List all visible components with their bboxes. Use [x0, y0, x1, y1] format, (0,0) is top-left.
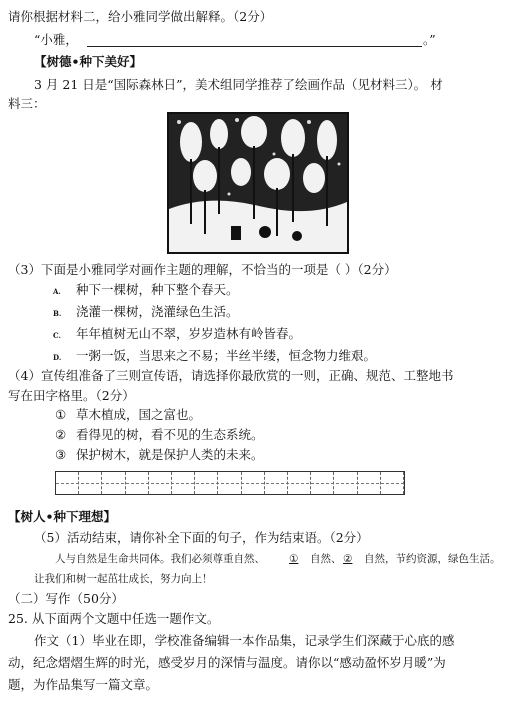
q4-item-3-num: ③: [55, 447, 67, 462]
q3-option-c-text: 年年植树无山不翠，岁岁造林有岭皆春。: [76, 326, 302, 341]
q4-prompt-line2: 写在田字格里。（2分）: [8, 388, 135, 403]
q4-item-2-text: 看得见的树，看不见的生态系统。: [76, 427, 264, 442]
q2-prompt: 请你根据材料二，给小雅同学做出解释。（2分）: [8, 9, 273, 24]
essay-line1: 作文（1）毕业在即，学校准备编辑一本作品集，记录学生们深藏于心底的感: [34, 633, 455, 648]
q5-blank-2[interactable]: ②: [343, 553, 353, 565]
q4-item-1-text: 草木植成，国之富也。: [76, 407, 202, 422]
q5-sentence-b: 自然、: [310, 553, 342, 565]
q2-answer-suffix: 。”: [423, 32, 436, 47]
q3-option-d-letter: D.: [53, 353, 62, 362]
q3-prompt: （3）下面是小雅同学对画作主题的理解，不恰当的一项是（ ）（2分）: [8, 262, 397, 277]
painting-artwork: [169, 114, 347, 252]
tianzige-writing-grid[interactable]: [55, 471, 405, 495]
section-shude-heading: 【树德•种下美好】: [34, 54, 142, 69]
writing-heading: （二）写作（50分）: [8, 591, 124, 606]
q5-blank-1[interactable]: ①: [289, 553, 299, 565]
q4-item-2-num: ②: [55, 427, 67, 442]
material-three-painting: [167, 112, 349, 254]
essay-line3: 题，为作品集写一篇文章。: [8, 677, 159, 692]
q3-option-b-letter: B.: [53, 309, 62, 318]
q3-option-b-text: 浇灌一棵树，浇灌绿色生活。: [76, 304, 239, 319]
q5-sentence-c: 自然，节约资源，绿色生活。: [364, 553, 501, 565]
q5-sentence-a: 人与自然是生命共同体。我们必须尊重自然、: [55, 553, 265, 565]
q2-answer-line[interactable]: [87, 46, 422, 47]
q3-option-a-text: 种下一棵树，种下整个春天。: [76, 282, 239, 297]
section-shuren-heading: 【树人•种下理想】: [8, 509, 116, 524]
q5-prompt: （5）活动结束，请你补全下面的句子，作为结束语。（2分）: [34, 530, 369, 545]
writing-q25: 25. 从下面两个文题中任选一题作文。: [8, 611, 220, 626]
q3-option-a-letter: A.: [53, 287, 61, 296]
section-shude-intro-line2: 料三：: [8, 96, 46, 111]
q4-item-3-text: 保护树木，就是保护人类的未来。: [76, 447, 264, 462]
q4-prompt-line1: （4）宣传组准备了三则宣传语，请选择你最欣赏的一则，正确、规范、工整地书: [8, 368, 454, 383]
q2-answer-prefix: “小雅，: [34, 32, 78, 47]
essay-line2: 动，纪念熠熠生辉的时光，感受岁月的深情与温度。请你以“感动盈怀岁月暖”为: [8, 655, 446, 670]
q4-item-1-num: ①: [55, 407, 67, 422]
q5-sentence-line2: 让我们和树一起茁壮成长，努力向上！: [34, 573, 213, 585]
q3-option-d-text: 一粥一饭，当思来之不易；半丝半缕，恒念物力维艰。: [76, 348, 377, 363]
q3-option-c-letter: C.: [53, 331, 61, 340]
section-shude-intro-line1: 3 月 21 日是“国际森林日”，美术组同学推荐了绘画作品（见材料三）。 材: [34, 77, 443, 92]
